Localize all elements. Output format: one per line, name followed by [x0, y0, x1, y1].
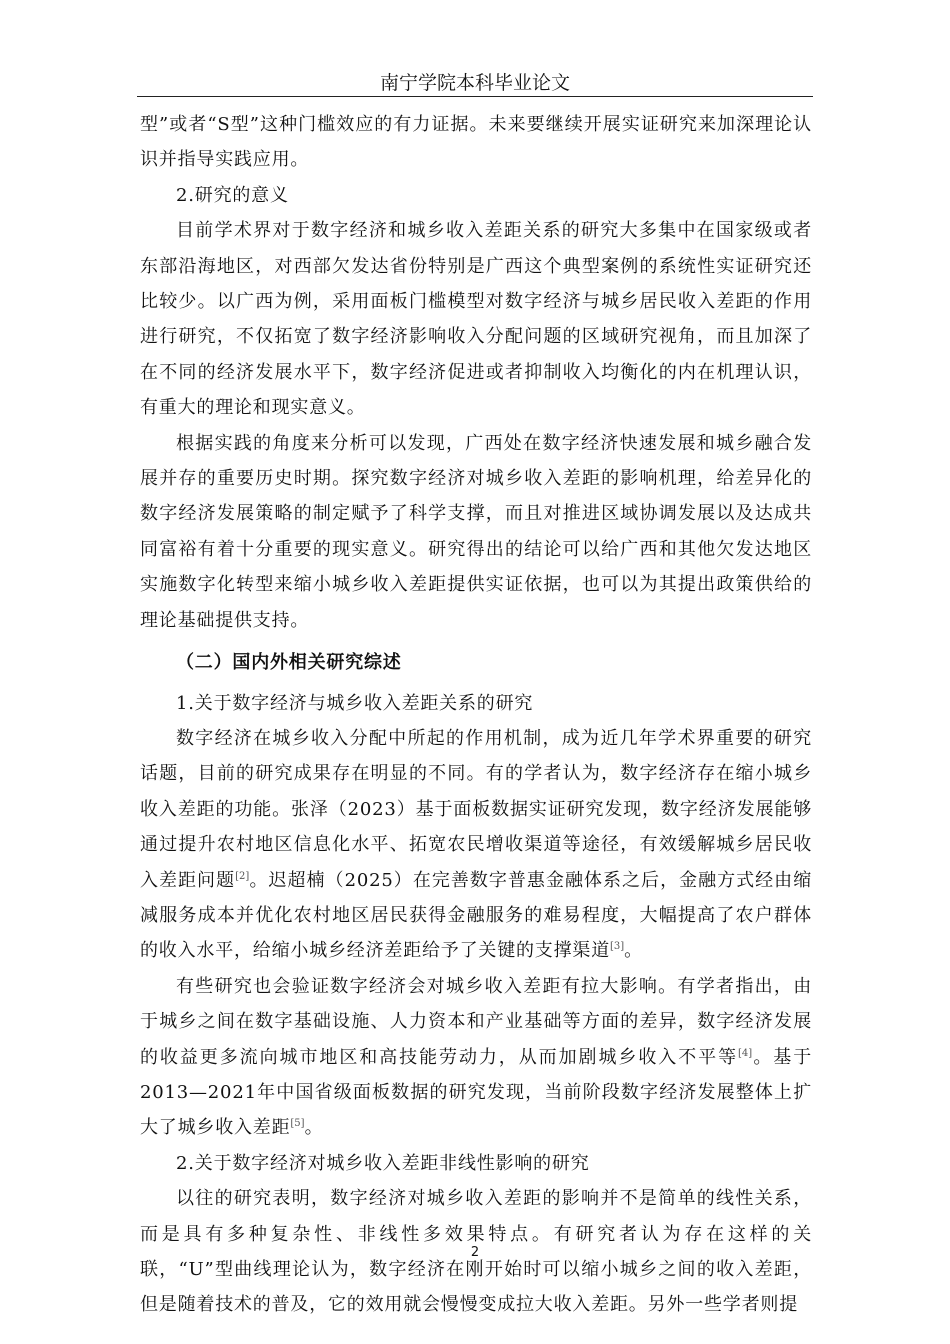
subheading-significance: 2.研究的意义 — [176, 184, 289, 206]
paragraph-significance-2: 根据实践的角度来分析可以发现，广西处在数字经济快速发展和城乡融合发展并存的重要历史时期。探究数字经济对城乡收入差距的影响机理，给差异化的数字经济发展策略的制定赋予了科学支撑，而且对推进区域协调发展以及达成共同富裕有着十分重要的现实意义。研究得出的结论可以给广西和其他欠发达地区实施数字化转型来缩小城乡收入差距提供实证依据，也可以为其提出政策供给的理论基础提供支持。 — [140, 432, 812, 631]
review-1-text-c: 。 — [624, 940, 643, 962]
paragraph-review-1 — [140, 721, 812, 969]
review-2-text-a: 有些研究也会验证数字经济会对城乡收入差距有拉大影响。有学者指出，由于城乡之间在数字基础设施、人力资本和产业基础等方面的差异，数字经济发展的收益更多流向城市地区和高技能劳动力，从而加剧城乡收入不平等 — [140, 975, 812, 1068]
review-2-text-b: 。基于2013—2021年中国省级面板数据的研究发现，当前阶段数字经济发展整体上扩大了城乡收入差距 — [140, 1046, 813, 1139]
paragraph-review-2 — [140, 969, 812, 1146]
page-body — [140, 107, 812, 1323]
continued-paragraph: 型”或者“S型”这种门槛效应的有力证据。未来要继续开展实证研究来加深理论认识并指导实践应用。 — [140, 114, 812, 171]
section-heading-literature-review: （二）国内外相关研究综述 — [176, 652, 402, 674]
subheading-digital-economy-income-gap: 1.关于数字经济与城乡收入差距关系的研究 — [176, 692, 534, 714]
header-rule — [137, 96, 813, 97]
page-header: 南宁学院本科毕业论文 — [379, 72, 570, 94]
review-1-text-a: 数字经济在城乡收入分配中所起的作用机制，成为近几年学术界重要的研究话题，目前的研究成果存在明显的不同。有的学者认为，数字经济存在缩小城乡收入差距的功能。张泽（2023）基于面板数据实证研究发现，数字经济发展能够通过提升农村地区信息化水平、拓宽农民增收渠道等途径，有效缓解城乡居民收入差距问题 — [140, 727, 812, 891]
paragraph-significance-1: 目前学术界对于数字经济和城乡收入差距关系的研究大多集中在国家级或者东部沿海地区，对西部欠发达省份特别是广西这个典型案例的系统性实证研究还比较少。以广西为例，采用面板门槛模型对数字经济与城乡居民收入差距的作用进行研究，不仅拓宽了数字经济影响收入分配问题的区域研究视角，而且加深了在不同的经济发展水平下，数字经济促进或者抑制收入均衡化的内在机理认识，有重大的理论和现实意义。 — [140, 220, 812, 419]
citation-4[interactable]: [4] — [738, 1047, 753, 1059]
citation-2[interactable]: [2] — [235, 870, 250, 882]
subheading-nonlinear-effects: 2.关于数字经济对城乡收入差距非线性影响的研究 — [176, 1152, 590, 1174]
citation-3[interactable]: [3] — [610, 941, 625, 953]
review-2-text-c: 。 — [304, 1117, 324, 1139]
page-number: 2 — [470, 1245, 480, 1260]
paragraph-nonlinear: 以往的研究表明，数字经济对城乡收入差距的影响并不是简单的线性关系，而是具有多种复杂性、非线性多效果特点。有研究者认为存在这样的关联，“U”型曲线理论认为，数字经济在刚开始时可以缩小城乡之间的收入差距，但是随着技术的普及，它的效用就会慢慢变成拉大收入差距。另外一些学者则提 — [140, 1188, 812, 1316]
citation-5[interactable]: [5] — [290, 1118, 305, 1130]
review-1-text-b: 。迟超楠（2025）在完善数字普惠金融体系之后，金融方式经由缩减服务成本并优化农村地区居民获得金融服务的难易程度，大幅提高了农户群体的收入水平，给缩小城乡经济差距给予了关键的支撑渠道 — [140, 869, 812, 962]
